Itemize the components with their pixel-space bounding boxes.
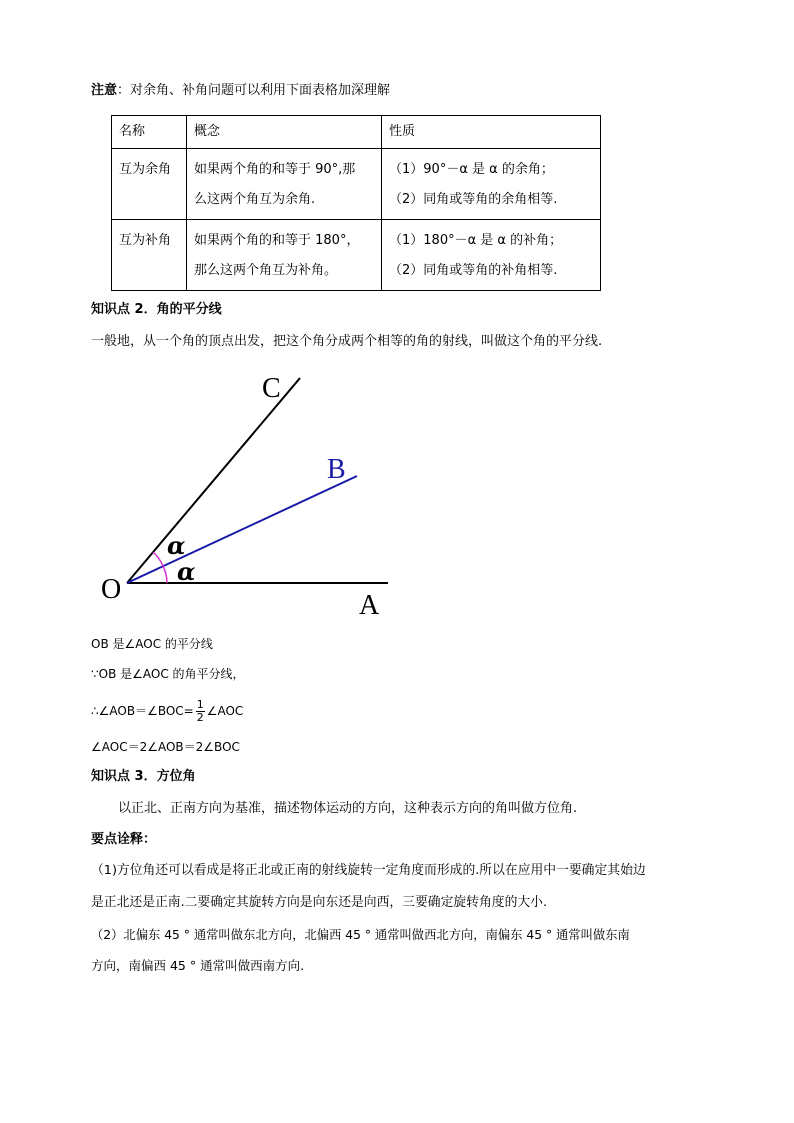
note-label: 注意 [91,83,118,98]
key-point-2a: （2）北偏东 45 ° 通常叫做东北方向，北偏西 45 ° 通常叫做西北方向，南偏东 45 ° 通常叫做东南 [91,928,630,942]
property-line: （1）90°－α 是 α 的余角； [389,162,554,177]
kp3-definition: 以正北、正南方向为基准，描述物体运动的方向，这种表示方向的角叫做方位角. [118,801,578,816]
point-a-label: A [359,590,380,621]
key-point-1b: 是正北还是正南.二要确定其旋转方向是向东还是向西，三要确定旋转角度的大小. [91,895,548,910]
key-points-title: 要点诠释： [91,832,157,847]
comparison-table [111,115,601,291]
bisector-line-1: OB 是∠AOC 的平分线 [91,637,213,651]
concept-line: 如果两个角的和等于 90°,那 [194,162,356,177]
point-b-label: B [327,454,346,485]
fraction-one-half [196,699,205,724]
equation-suffix: ∠AOC [206,704,244,718]
alpha-upper-label: α [167,531,186,560]
concept-line: 如果两个角的和等于 180°， [194,233,360,248]
table-row [112,220,601,291]
bisector-line-4: ∠AOC＝2∠AOB＝2∠BOC [91,740,240,754]
row-concept [187,149,382,220]
kp2-title: 知识点 2．角的平分线 [91,302,222,317]
key-point-2b: 方向，南偏西 45 ° 通常叫做西南方向. [91,958,305,973]
property-line: （1）180°－α 是 α 的补角； [389,233,563,248]
header-property: 性质 [382,116,601,149]
angle-bisector-figure [95,362,405,624]
fraction-denominator: 2 [196,711,204,724]
table-row [112,149,601,220]
kp2-definition: 一般地，从一个角的顶点出发，把这个角分成两个相等的角的射线，叫做这个角的平分线. [91,334,603,349]
row-concept [187,220,382,291]
kp3-title: 知识点 3．方位角 [91,769,196,784]
table-header-row [112,116,601,149]
arc-lower [163,566,167,583]
row-name: 互为补角 [112,220,187,291]
fraction-numerator: 1 [196,698,204,711]
alpha-lower-label: α [177,557,196,586]
concept-line: 那么这两个角互为补角。 [194,263,338,278]
point-c-label: C [262,373,281,404]
note-text: ：对余角、补角问题可以利用下面表格加深理解 [117,83,391,98]
header-name: 名称 [112,116,187,149]
note-line [91,82,390,100]
arc-upper [153,552,163,566]
row-property [382,220,601,291]
row-name: 互为余角 [112,149,187,220]
concept-line: 么这两个角互为余角. [194,192,316,207]
point-o-label: O [101,574,122,605]
bisector-line-2: ∵OB 是∠AOC 的角平分线， [91,667,245,681]
property-line: （2）同角或等角的余角相等. [389,192,558,207]
bisector-line-3 [91,694,243,728]
row-property [382,149,601,220]
ray-ob [127,476,357,583]
property-line: （2）同角或等角的补角相等. [389,263,558,278]
key-point-1a: （1)方位角还可以看成是将正北或正南的射线旋转一定角度而形成的.所以在应用中一要确定其始边 [91,863,646,878]
equation-prefix: ∴∠AOB＝∠BOC= [91,704,194,718]
header-concept: 概念 [187,116,382,149]
